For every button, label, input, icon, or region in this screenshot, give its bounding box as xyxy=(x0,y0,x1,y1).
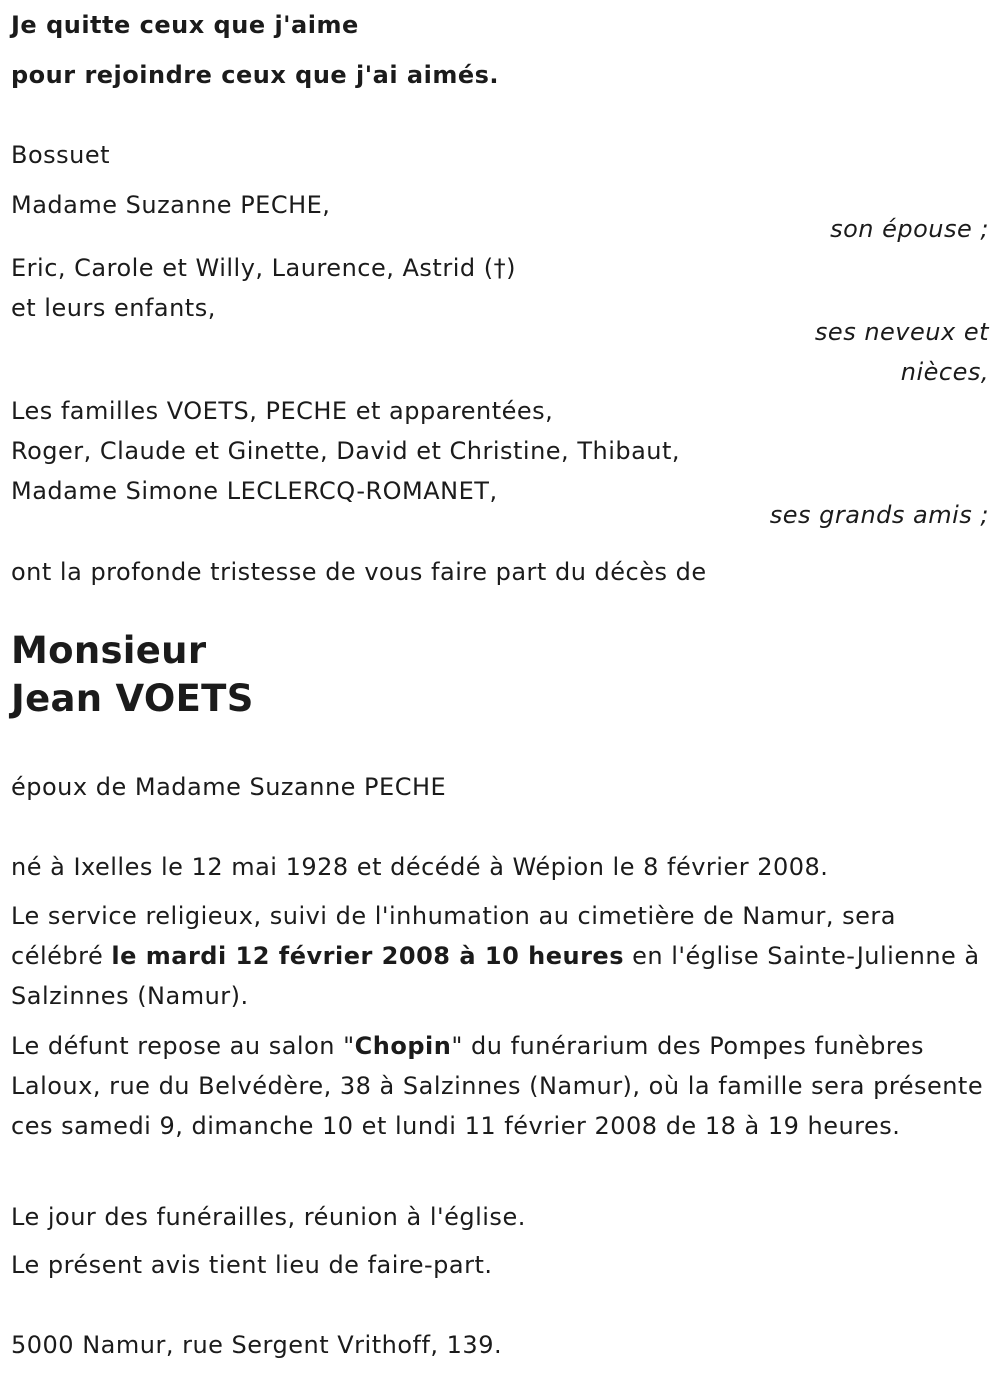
families-line: Les familles VOETS, PECHE et apparentées, xyxy=(11,397,554,425)
epigraph-line-2: pour rejoindre ceux que j'ai aimés. xyxy=(11,61,500,89)
service-paragraph xyxy=(11,896,986,1016)
friends-line-1: Roger, Claude et Ginette, David et Christine, Thibaut, xyxy=(11,437,681,465)
viewing-text-1: Le défunt repose au salon " xyxy=(11,1032,355,1060)
birth-death: né à Ixelles le 12 mai 1928 et décédé à Wépion le 8 février 2008. xyxy=(11,853,829,881)
service-text-2: en l'église Sainte-Julienne à Salzinnes (Namur). xyxy=(11,942,980,1010)
friends-line-2: Madame Simone LECLERCQ-ROMANET, xyxy=(11,477,498,505)
notice: Le présent avis tient lieu de faire-part. xyxy=(11,1251,493,1279)
epigraph-author: Bossuet xyxy=(11,141,111,169)
nephews-line-1: Eric, Carole et Willy, Laurence, Astrid (†) xyxy=(11,254,516,282)
spouse-name: Madame Suzanne PECHE, xyxy=(11,191,331,219)
epigraph-line-1: Je quitte ceux que j'aime xyxy=(11,11,359,39)
viewing-text-2: " du funérarium des Pompes funèbres Laloux, rue du Belvédère, 38 à Salzinnes (Namur), où la famille sera présente ces samedi 9, dimanche 10 et lundi 11 février 2008 de 18 à 19 heures. xyxy=(11,1032,984,1140)
address: 5000 Namur, rue Sergent Vrithoff, 139. xyxy=(11,1331,503,1359)
deceased-title: Monsieur xyxy=(11,629,207,672)
salon-name: Chopin xyxy=(354,1032,452,1060)
funeral-day: Le jour des funérailles, réunion à l'église. xyxy=(11,1203,526,1231)
nephews-line-2: et leurs enfants, xyxy=(11,294,216,322)
spouse-of: époux de Madame Suzanne PECHE xyxy=(11,773,447,801)
service-date: le mardi 12 février 2008 à 10 heures xyxy=(111,942,624,970)
announcement: ont la profonde tristesse de vous faire part du décès de xyxy=(11,558,707,586)
nephews-relation-1: ses neveux et xyxy=(814,318,989,346)
deceased-name: Jean VOETS xyxy=(11,677,254,720)
nephews-relation-2: nièces, xyxy=(900,358,989,386)
service-text-1: Le service religieux, suivi de l'inhumation au cimetière de Namur, sera célébré xyxy=(11,902,896,970)
spouse-relation: son épouse ; xyxy=(830,215,989,243)
friends-relation: ses grands amis ; xyxy=(769,501,989,529)
viewing-paragraph xyxy=(11,1026,986,1146)
